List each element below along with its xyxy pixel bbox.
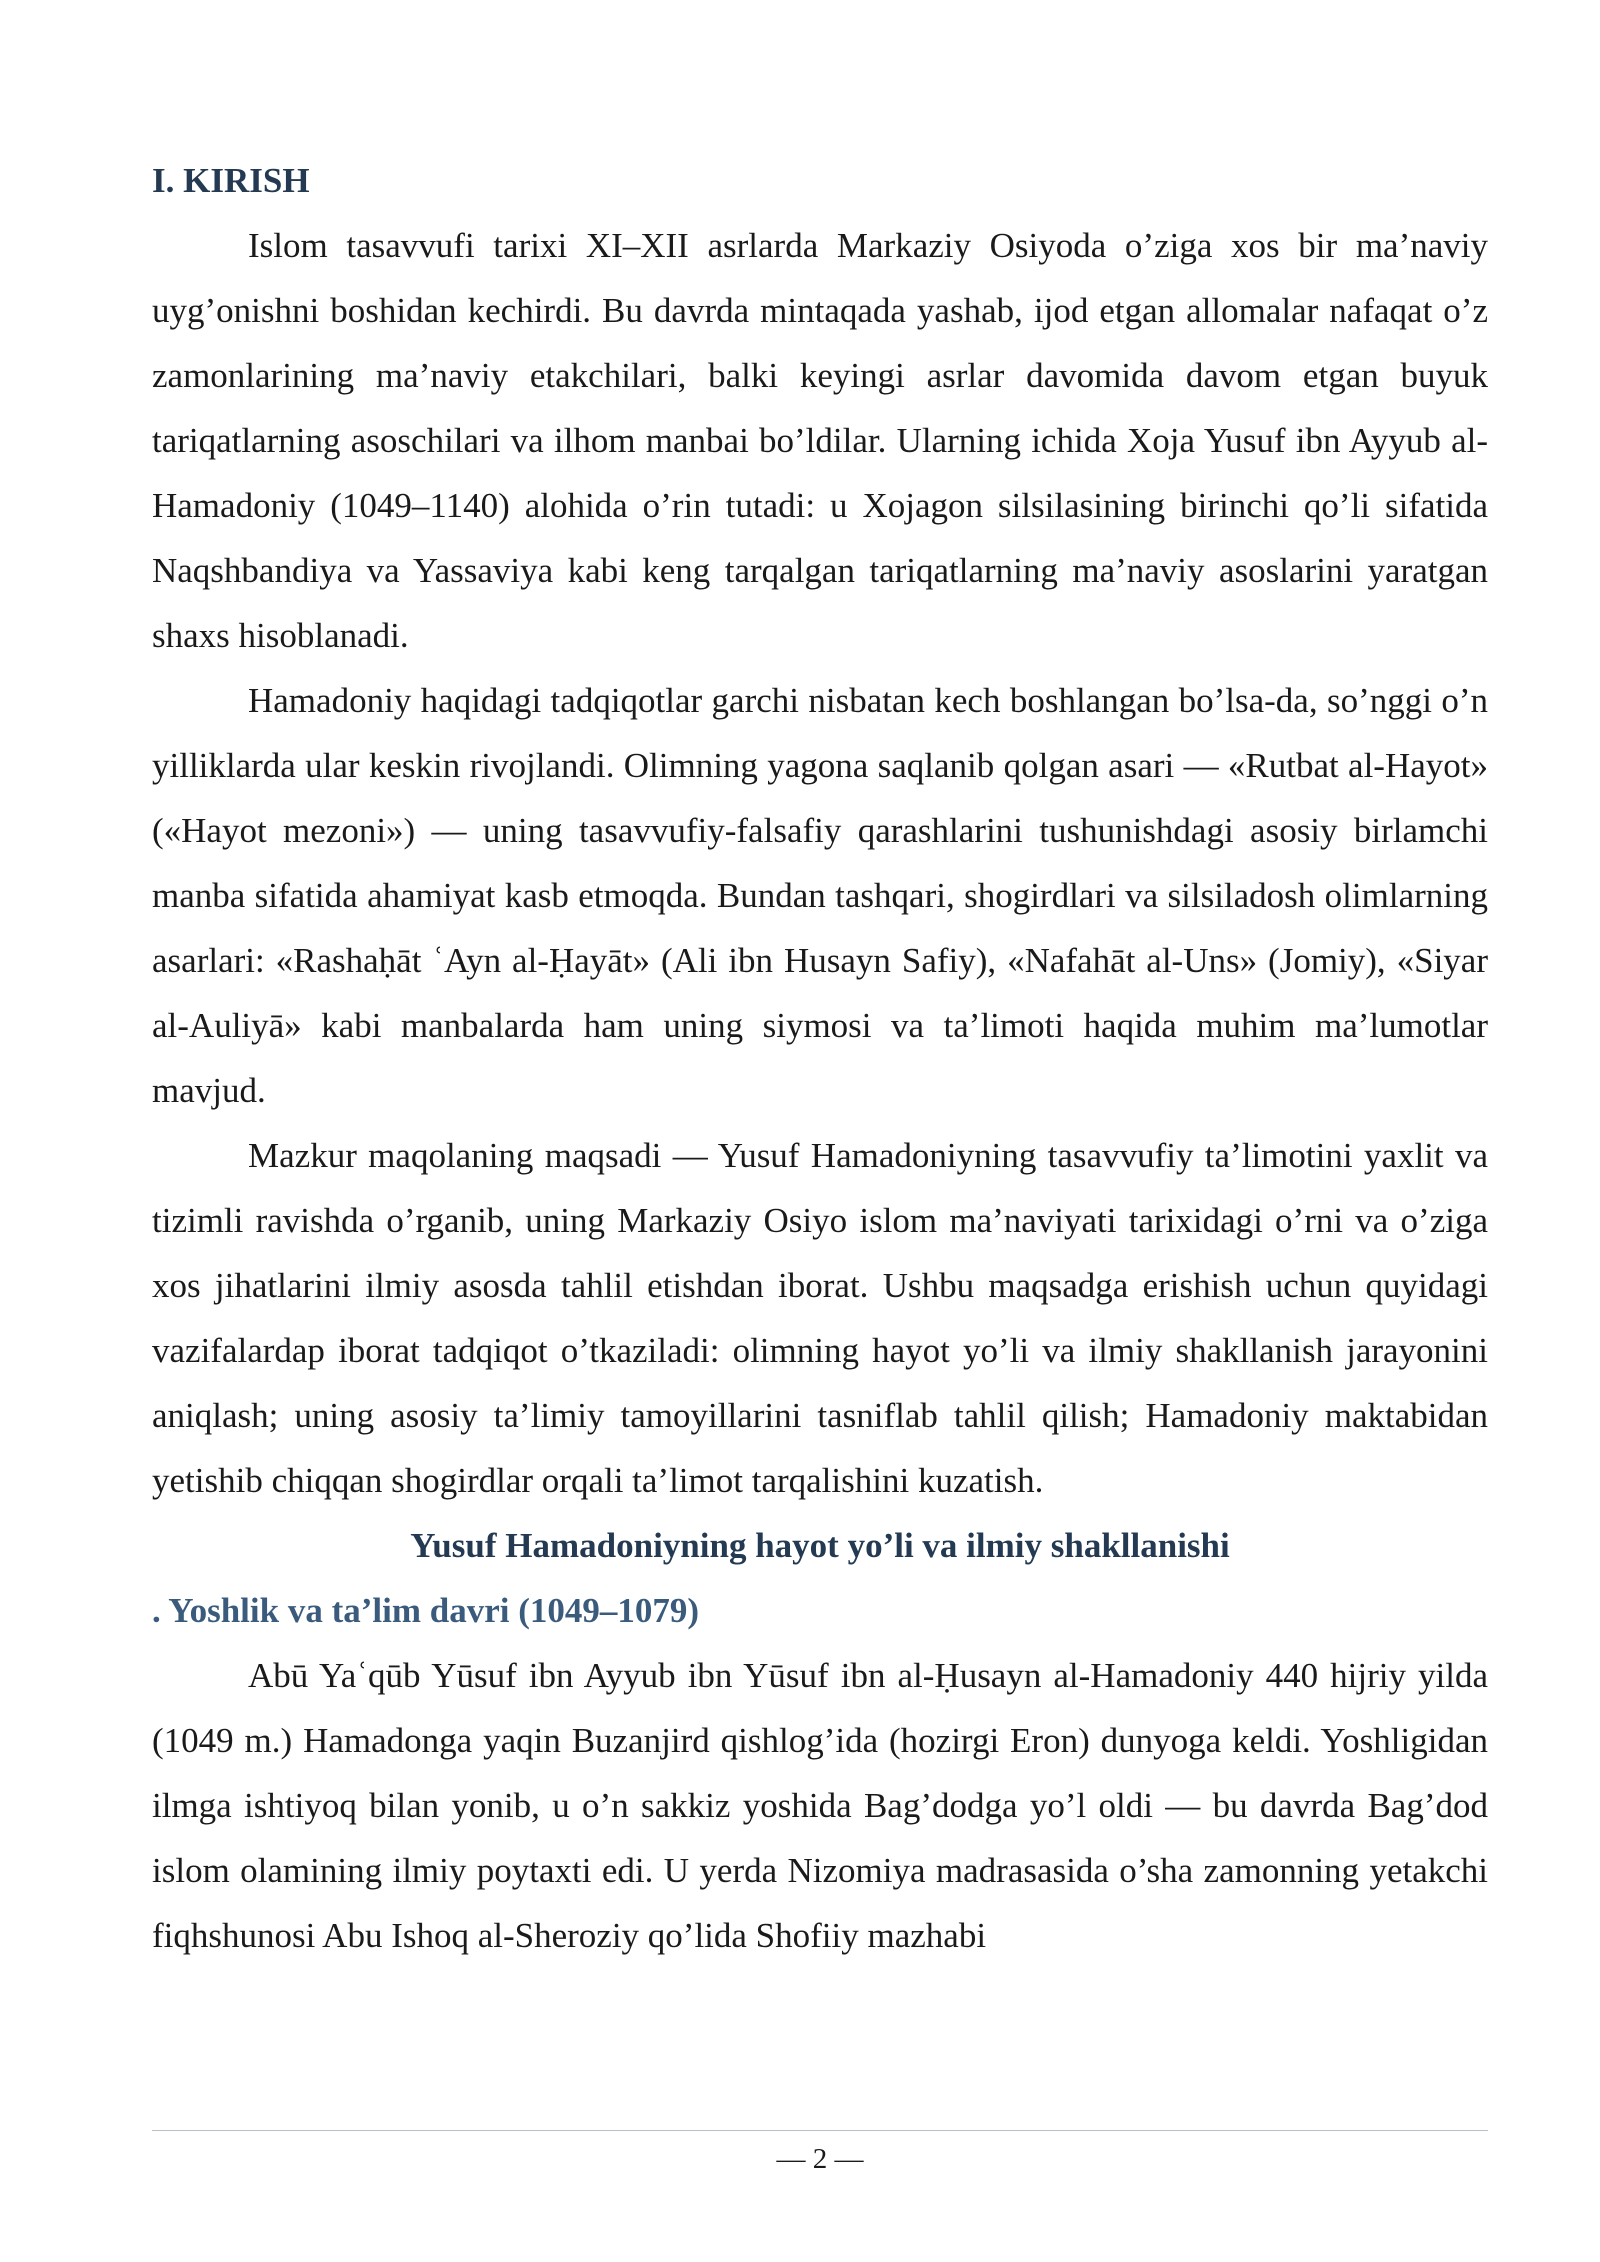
page-footer [152,2130,1488,2179]
biography-paragraph: Abū Yaʿqūb Yūsuf ibn Ayyub ibn Yūsuf ibn al-Ḥusayn al-Hamadoniy 440 hijriy yilda (1049 m.) Hamadonga yaqin Buzanjird qishlog’ida (hozirgi Eron) dunyoga keldi. Yoshligidan ilmga ishtiyoq bilan yonib, u o’n sakkiz yoshida Bag’dodga yo’l oldi — bu davrda Bag’dod islom olamining ilmiy poytaxti edi. U yerda Nizomiya madrasasida o’sha zamonning yetakchi fiqhshunosi Abu Ishoq al-Sheroziy qo’lida Shofiiy mazhabi [152,1656,1488,1955]
subsection-title: Yusuf Hamadoniyning hayot yo’li va ilmiy shakllanishi [410,1526,1230,1565]
page-number: — 2 — [776,2143,864,2175]
subsection-subtitle: . Yoshlik va ta’lim davri (1049–1079) [152,1591,700,1630]
section-title: I. KIRISH [152,161,310,200]
intro-paragraph-1: Islom tasavvufi tarixi XI–XII asrlarda Markaziy Osiyoda o’ziga xos bir ma’naviy uyg’onishni boshidan kechirdi. Bu davrda mintaqada yashab, ijod etgan allomalar nafaqat o’z zamonlarining ma’naviy etakchilari, balki keyingi asrlar davomida davom etgan buyuk tariqatlarning asoschilari va ilhom manbai bo’ldilar. Ularning ichida Xoja Yusuf ibn Ayyub al-Hamadoniy (1049–1140) alohida o’rin tutadi: u Xojagon silsilasining birinchi qo’li sifatida Naqshbandiya va Yassaviya kabi keng tarqalgan tariqatlarning ma’naviy asoslarini yaratgan shaxs hisoblanadi. [152,226,1488,655]
intro-paragraph-2: Hamadoniy haqidagi tadqiqotlar garchi nisbatan kech boshlangan bo’lsa-da, so’nggi o’n yilliklarda ular keskin rivojlandi. Olimning yagona saqlanib qolgan asari — «Rutbat al-Hayot» («Hayot mezoni») — uning tasavvufiy-falsafiy qarashlarini tushunishdagi asosiy birlamchi manba sifatida ahamiyat kasb etmoqda. Bundan tashqari, shogirdlari va silsiladosh olimlarning asarlari: «Rashaḥāt ʿAyn al-Ḥayāt» (Ali ibn Husayn Safiy), «Nafahāt al-Uns» (Jomiy), «Siyar al-Auliyā» kabi manbalarda ham uning siymosi va ta’limoti haqida muhim ma’lumotlar mavjud. [152,681,1488,1110]
intro-paragraph-3: Mazkur maqolaning maqsadi — Yusuf Hamadoniyning tasavvufiy ta’limotini yaxlit va tizimli ravishda o’rganib, uning Markaziy Osiyo islom ma’naviyati tarixidagi o’rni va o’ziga xos jihatlarini ilmiy asosda tahlil etishdan iborat. Ushbu maqsadga erishish uchun quyidagi vazifalardap iborat tadqiqot o’tkaziladi: olimning hayot yo’li va ilmiy shakllanish jarayonini aniqlash; uning asosiy ta’limiy tamoyillarini tasniflab tahlil qilish; Hamadoniy maktabidan yetishib chiqqan shogirdlar orqali ta’limot tarqalishini kuzatish. [152,1136,1488,1500]
footer-divider [152,2130,1488,2131]
document-page [152,148,1488,1968]
